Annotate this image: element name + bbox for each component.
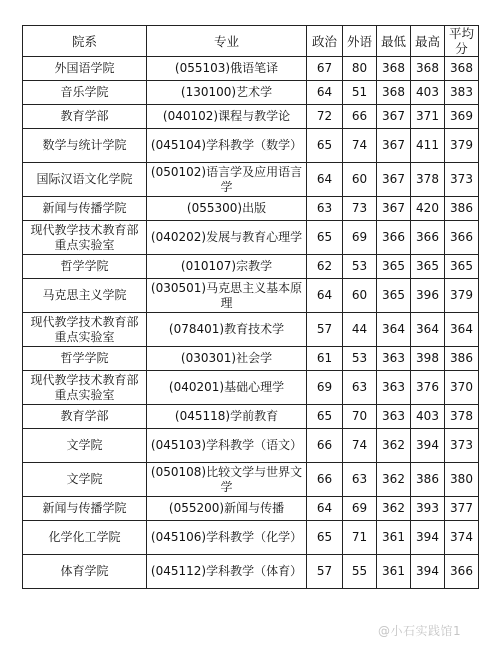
header-avg: 平均分	[445, 26, 479, 57]
cell-politics: 65	[307, 405, 343, 429]
cell-min: 367	[377, 105, 411, 129]
cell-avg: 366	[445, 221, 479, 255]
cell-language: 51	[343, 81, 377, 105]
cell-college: 马克思主义学院	[23, 279, 147, 313]
cell-language: 55	[343, 555, 377, 589]
cell-language: 63	[343, 463, 377, 497]
table-row	[23, 57, 479, 81]
cell-major: (055103)俄语笔译	[147, 57, 307, 81]
cell-max: 394	[411, 555, 445, 589]
cell-college: 新闻与传播学院	[23, 497, 147, 521]
cell-min: 361	[377, 521, 411, 555]
header-min: 最低	[377, 26, 411, 57]
cell-language: 63	[343, 371, 377, 405]
cell-college: 文学院	[23, 429, 147, 463]
cell-max: 376	[411, 371, 445, 405]
cell-max: 420	[411, 197, 445, 221]
cell-language: 70	[343, 405, 377, 429]
table-row	[23, 405, 479, 429]
cell-college: 教育学部	[23, 105, 147, 129]
cell-major: (050108)比较文学与世界文学	[147, 463, 307, 497]
table-row	[23, 313, 479, 347]
cell-college: 国际汉语文化学院	[23, 163, 147, 197]
cell-politics: 66	[307, 463, 343, 497]
cell-major: (030501)马克思主义基本原理	[147, 279, 307, 313]
table-row	[23, 371, 479, 405]
cell-max: 398	[411, 347, 445, 371]
cell-major: (045118)学前教育	[147, 405, 307, 429]
cell-avg: 383	[445, 81, 479, 105]
cell-avg: 364	[445, 313, 479, 347]
cell-college: 化学化工学院	[23, 521, 147, 555]
table-row	[23, 497, 479, 521]
cell-min: 364	[377, 313, 411, 347]
cell-language: 53	[343, 255, 377, 279]
cell-min: 363	[377, 347, 411, 371]
table-header-row	[23, 26, 479, 57]
cell-min: 366	[377, 221, 411, 255]
cell-major: (050102)语言学及应用语言学	[147, 163, 307, 197]
cell-college: 哲学学院	[23, 255, 147, 279]
cell-min: 362	[377, 429, 411, 463]
cell-politics: 72	[307, 105, 343, 129]
cell-min: 368	[377, 57, 411, 81]
cell-language: 44	[343, 313, 377, 347]
cell-max: 364	[411, 313, 445, 347]
cell-major: (045104)学科教学（数学）	[147, 129, 307, 163]
cell-max: 411	[411, 129, 445, 163]
cell-major: (045103)学科教学（语文）	[147, 429, 307, 463]
cell-college: 文学院	[23, 463, 147, 497]
header-major: 专业	[147, 26, 307, 57]
table-row	[23, 221, 479, 255]
cell-avg: 373	[445, 163, 479, 197]
cell-college: 现代教学技术教育部重点实验室	[23, 371, 147, 405]
cell-major: (045106)学科教学（化学）	[147, 521, 307, 555]
cell-min: 368	[377, 81, 411, 105]
cell-politics: 63	[307, 197, 343, 221]
cell-major: (045112)学科教学（体育）	[147, 555, 307, 589]
cell-avg: 368	[445, 57, 479, 81]
cell-avg: 369	[445, 105, 479, 129]
cell-major: (130100)艺术学	[147, 81, 307, 105]
cell-min: 361	[377, 555, 411, 589]
cell-avg: 373	[445, 429, 479, 463]
cell-college: 教育学部	[23, 405, 147, 429]
cell-avg: 378	[445, 405, 479, 429]
cell-max: 403	[411, 81, 445, 105]
cell-language: 74	[343, 429, 377, 463]
cell-politics: 57	[307, 555, 343, 589]
table-row	[23, 521, 479, 555]
cell-avg: 379	[445, 129, 479, 163]
cell-avg: 366	[445, 555, 479, 589]
cell-max: 386	[411, 463, 445, 497]
cell-max: 394	[411, 429, 445, 463]
cell-language: 60	[343, 279, 377, 313]
cell-max: 394	[411, 521, 445, 555]
cell-major: (030301)社会学	[147, 347, 307, 371]
score-table-container	[22, 25, 478, 589]
table-row	[23, 163, 479, 197]
cell-politics: 61	[307, 347, 343, 371]
cell-avg: 386	[445, 347, 479, 371]
cell-language: 71	[343, 521, 377, 555]
header-language: 外语	[343, 26, 377, 57]
table-body	[23, 57, 479, 589]
header-max: 最高	[411, 26, 445, 57]
cell-avg: 379	[445, 279, 479, 313]
cell-max: 393	[411, 497, 445, 521]
admission-score-table	[22, 25, 479, 589]
cell-avg: 370	[445, 371, 479, 405]
cell-min: 367	[377, 197, 411, 221]
cell-politics: 62	[307, 255, 343, 279]
cell-college: 体育学院	[23, 555, 147, 589]
cell-max: 378	[411, 163, 445, 197]
cell-college: 外国语学院	[23, 57, 147, 81]
cell-min: 365	[377, 255, 411, 279]
table-row	[23, 429, 479, 463]
cell-avg: 380	[445, 463, 479, 497]
cell-politics: 64	[307, 279, 343, 313]
cell-language: 69	[343, 497, 377, 521]
cell-politics: 64	[307, 497, 343, 521]
table-row	[23, 105, 479, 129]
cell-politics: 67	[307, 57, 343, 81]
cell-language: 74	[343, 129, 377, 163]
cell-politics: 57	[307, 313, 343, 347]
header-college: 院系	[23, 26, 147, 57]
cell-max: 365	[411, 255, 445, 279]
cell-language: 80	[343, 57, 377, 81]
cell-max: 396	[411, 279, 445, 313]
cell-politics: 65	[307, 129, 343, 163]
cell-avg: 365	[445, 255, 479, 279]
cell-college: 现代教学技术教育部重点实验室	[23, 313, 147, 347]
cell-max: 371	[411, 105, 445, 129]
cell-politics: 69	[307, 371, 343, 405]
table-row	[23, 279, 479, 313]
cell-language: 60	[343, 163, 377, 197]
cell-college: 哲学学院	[23, 347, 147, 371]
cell-college: 数学与统计学院	[23, 129, 147, 163]
table-row	[23, 81, 479, 105]
cell-politics: 66	[307, 429, 343, 463]
cell-language: 66	[343, 105, 377, 129]
cell-min: 362	[377, 497, 411, 521]
cell-major: (040102)课程与教学论	[147, 105, 307, 129]
cell-max: 366	[411, 221, 445, 255]
cell-politics: 64	[307, 163, 343, 197]
cell-major: (055300)出版	[147, 197, 307, 221]
table-row	[23, 255, 479, 279]
cell-min: 363	[377, 371, 411, 405]
cell-major: (040201)基础心理学	[147, 371, 307, 405]
cell-language: 53	[343, 347, 377, 371]
cell-language: 69	[343, 221, 377, 255]
table-row	[23, 463, 479, 497]
cell-max: 403	[411, 405, 445, 429]
table-row	[23, 197, 479, 221]
cell-min: 362	[377, 463, 411, 497]
cell-major: (010107)宗教学	[147, 255, 307, 279]
header-politics: 政治	[307, 26, 343, 57]
cell-language: 73	[343, 197, 377, 221]
cell-major: (078401)教育技术学	[147, 313, 307, 347]
cell-min: 367	[377, 129, 411, 163]
table-row	[23, 347, 479, 371]
cell-avg: 386	[445, 197, 479, 221]
cell-min: 363	[377, 405, 411, 429]
cell-avg: 377	[445, 497, 479, 521]
cell-politics: 65	[307, 521, 343, 555]
cell-politics: 65	[307, 221, 343, 255]
cell-min: 365	[377, 279, 411, 313]
cell-max: 368	[411, 57, 445, 81]
cell-college: 现代教学技术教育部重点实验室	[23, 221, 147, 255]
cell-college: 新闻与传播学院	[23, 197, 147, 221]
cell-politics: 64	[307, 81, 343, 105]
cell-min: 367	[377, 163, 411, 197]
table-row	[23, 129, 479, 163]
cell-major: (055200)新闻与传播	[147, 497, 307, 521]
watermark-text: @小石实践馆1	[378, 624, 462, 638]
cell-college: 音乐学院	[23, 81, 147, 105]
cell-major: (040202)发展与教育心理学	[147, 221, 307, 255]
table-row	[23, 555, 479, 589]
cell-avg: 374	[445, 521, 479, 555]
